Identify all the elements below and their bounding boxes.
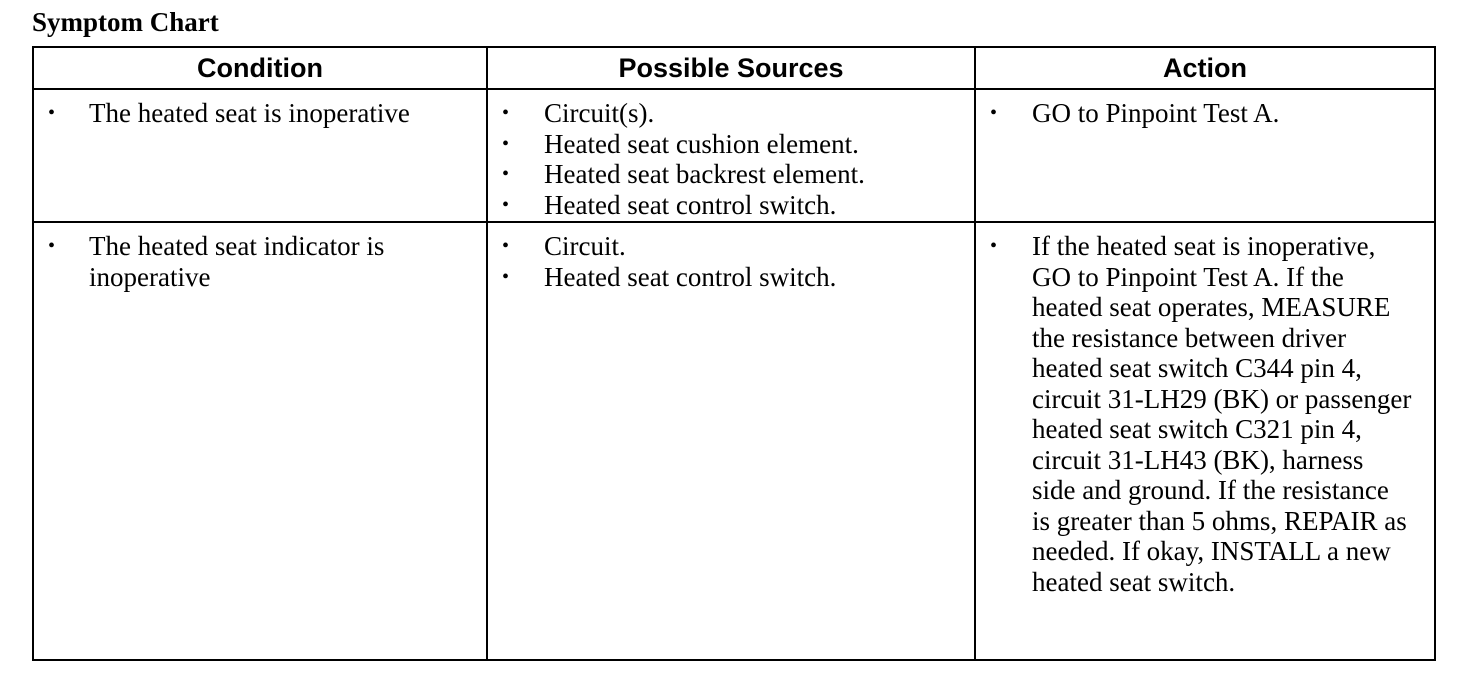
condition-list	[34, 223, 486, 292]
list-item	[488, 190, 964, 221]
table-row	[33, 89, 1435, 222]
column-header-condition: Condition	[33, 47, 487, 89]
source-text: Heated seat backrest element.	[544, 159, 865, 189]
list-item	[488, 262, 964, 293]
table-header-row	[33, 47, 1435, 89]
bullet-icon: •	[502, 132, 510, 155]
table-row	[33, 222, 1435, 660]
bullet-icon: •	[502, 193, 510, 216]
condition-cell	[33, 222, 487, 660]
bullet-icon: •	[502, 265, 510, 288]
bullet-icon: •	[48, 235, 56, 257]
possible-sources-cell	[487, 222, 975, 660]
action-list	[976, 223, 1434, 597]
action-list	[976, 90, 1434, 129]
bullet-icon: •	[990, 235, 998, 257]
bullet-icon: •	[990, 102, 998, 124]
symptom-chart-table	[32, 46, 1436, 661]
column-header-action: Action	[975, 47, 1435, 89]
bullet-icon: •	[502, 235, 510, 257]
source-text: Heated seat cushion element.	[544, 128, 859, 159]
action-cell	[975, 89, 1435, 222]
list-item	[976, 231, 1424, 597]
bullet-icon: •	[48, 102, 56, 124]
condition-cell	[33, 89, 487, 222]
action-cell	[975, 222, 1435, 660]
action-text: GO to Pinpoint Test A.	[1032, 98, 1280, 128]
list-item	[488, 231, 964, 262]
list-item	[976, 98, 1424, 129]
sources-list	[488, 90, 974, 220]
possible-sources-cell	[487, 89, 975, 222]
bullet-icon: •	[502, 163, 510, 185]
bullet-icon: •	[502, 102, 510, 124]
condition-text: The heated seat indicator is inoperative	[89, 231, 385, 292]
source-text: Circuit(s).	[544, 98, 655, 128]
list-item	[488, 159, 964, 190]
source-text: Circuit.	[544, 231, 626, 261]
page-title: Symptom Chart	[32, 7, 219, 37]
action-text: If the heated seat is inoperative, GO to Pinpoint Test A. If the heated seat operates, MEASURE the resistance between driver heated seat switch C344 pin 4, circuit 31-LH29 (BK) or passenger heated seat switch C321 pin 4, circuit 31-LH43 (BK), harness side and ground. If the resistance is greater than 5 ohms, REPAIR as needed. If okay, INSTALL a new heated seat switch.	[1032, 231, 1412, 597]
list-item	[34, 98, 476, 129]
condition-list	[34, 90, 486, 129]
column-header-possible-sources: Possible Sources	[487, 47, 975, 89]
list-item	[34, 231, 476, 292]
list-item	[488, 129, 964, 160]
source-text: Heated seat control switch.	[544, 261, 837, 292]
list-item	[488, 98, 964, 129]
sources-list	[488, 223, 974, 292]
source-text: Heated seat control switch.	[544, 189, 837, 220]
condition-text: The heated seat is inoperative	[89, 98, 410, 128]
